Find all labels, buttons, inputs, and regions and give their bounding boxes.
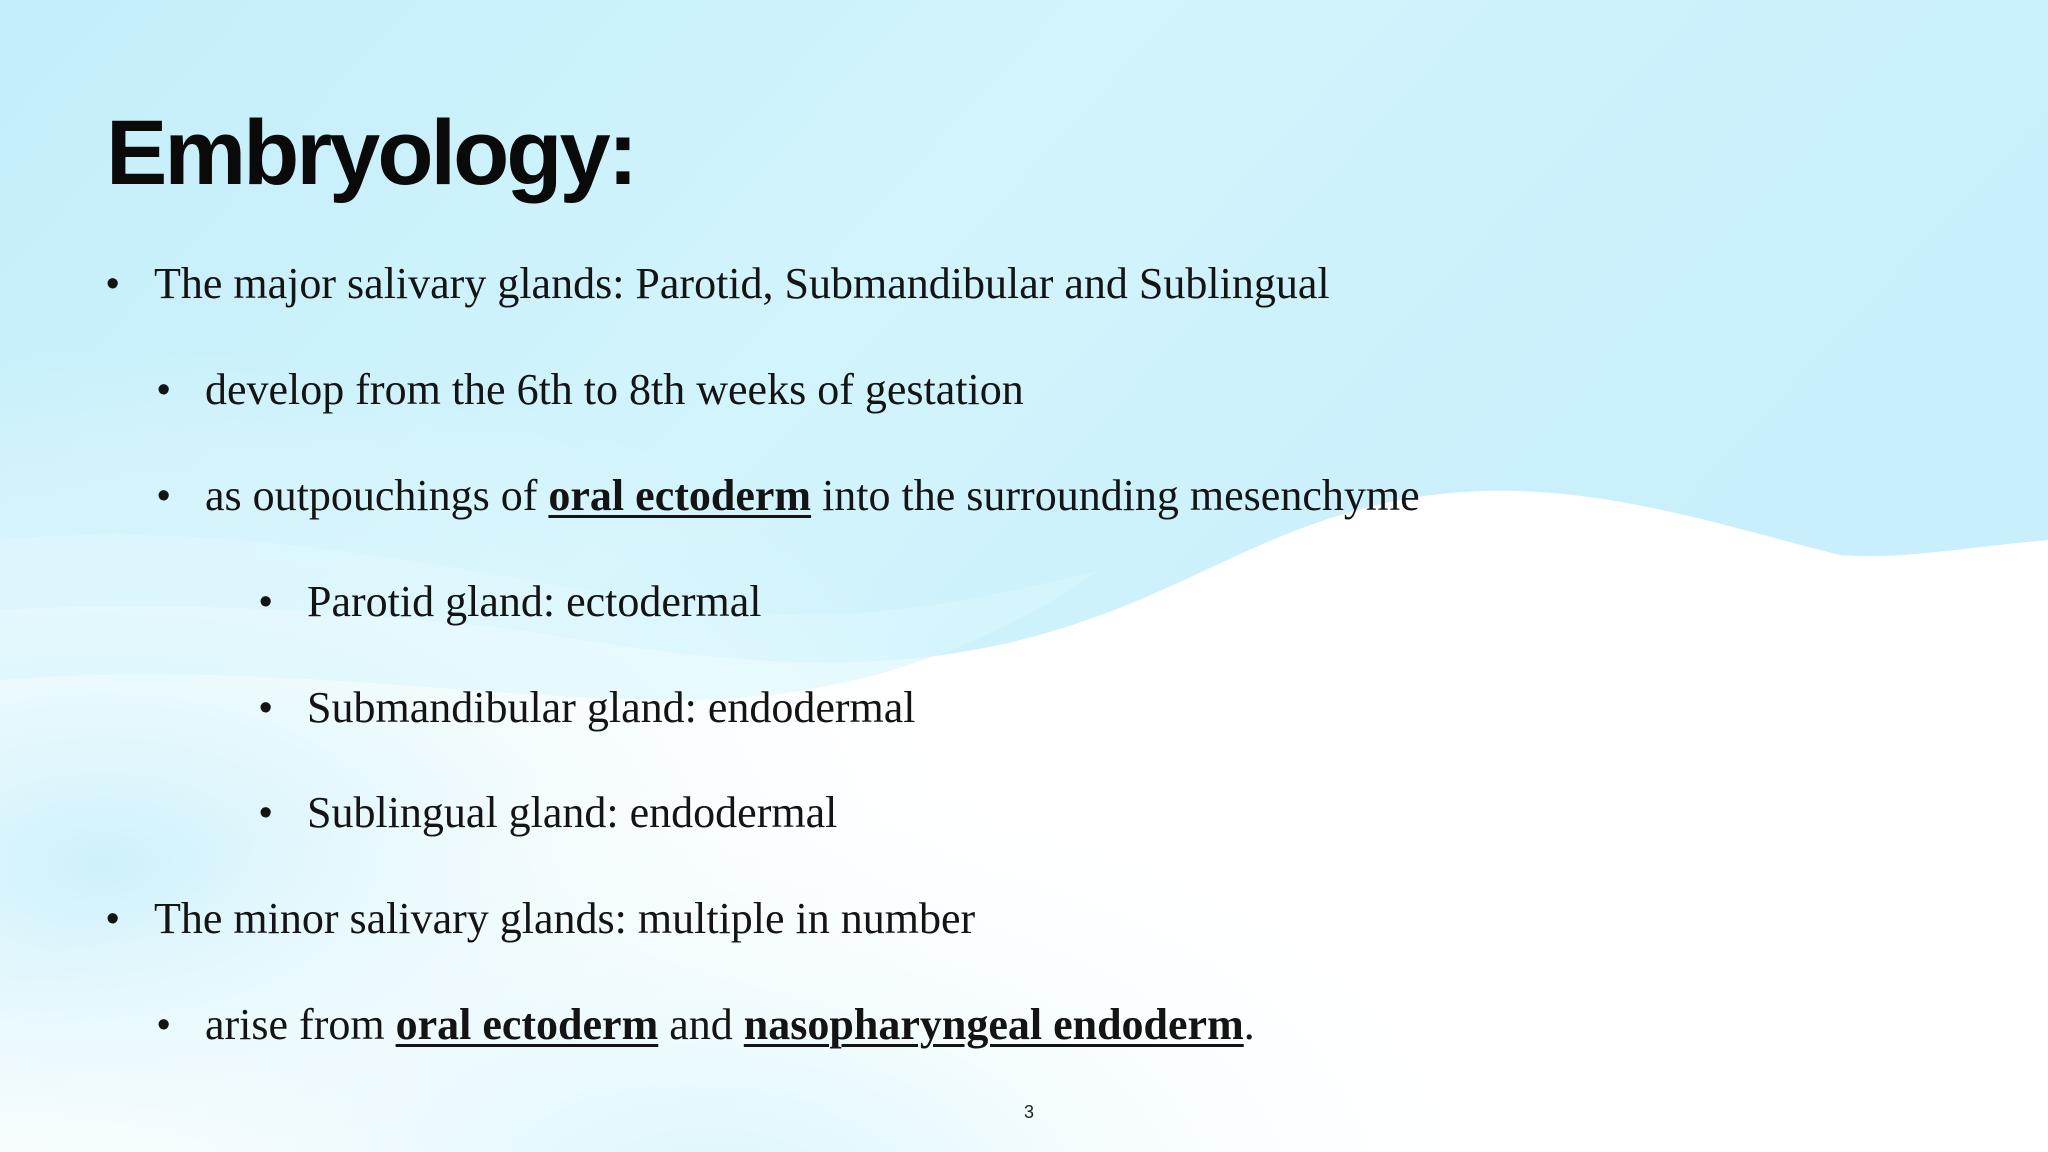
bullet-major-glands bbox=[154, 258, 1330, 310]
bullet-marker: • bbox=[106, 263, 120, 305]
bullet-text: into the surrounding mesenchyme bbox=[811, 471, 1420, 520]
page-number: 3 bbox=[1023, 1102, 1034, 1122]
bullet-marker: • bbox=[259, 792, 273, 834]
bullet-marker: • bbox=[157, 475, 171, 517]
bullet-text: develop from the 6th to 8th weeks of gestation bbox=[205, 365, 1024, 414]
bullet-develop-weeks bbox=[205, 364, 1024, 416]
bullet-marker: • bbox=[157, 369, 171, 411]
bullet-text: . bbox=[1243, 1000, 1255, 1049]
bullet-outpouchings bbox=[205, 470, 1420, 522]
bullet-marker: • bbox=[157, 1004, 171, 1046]
bullet-text: Parotid gland: ectodermal bbox=[307, 577, 762, 626]
emphasis-oral-ectoderm: oral ectoderm bbox=[395, 1000, 659, 1049]
bullet-text: The minor salivary glands: multiple in number bbox=[154, 894, 976, 943]
bullet-submandibular bbox=[307, 682, 916, 734]
bullet-minor-glands bbox=[154, 893, 975, 945]
bullet-text: Sublingual gland: endodermal bbox=[307, 788, 838, 837]
bullet-parotid bbox=[307, 576, 762, 628]
emphasis-nasopharyngeal-endoderm: nasopharyngeal endoderm bbox=[743, 1000, 1244, 1049]
bullet-text: and bbox=[658, 1000, 744, 1049]
bullet-marker: • bbox=[106, 898, 120, 940]
bullet-sublingual bbox=[307, 787, 837, 839]
bullet-arise-from bbox=[205, 999, 1255, 1051]
emphasis-oral-ectoderm: oral ectoderm bbox=[548, 471, 812, 520]
slide-title: Embryology: bbox=[106, 102, 636, 204]
bullet-marker: • bbox=[259, 687, 273, 729]
bullet-text: arise from bbox=[205, 1000, 396, 1049]
bullet-text: Submandibular gland: endodermal bbox=[307, 683, 916, 732]
bullet-text: The major salivary glands: Parotid, Submandibular and Sublingual bbox=[154, 259, 1330, 308]
bullet-marker: • bbox=[259, 581, 273, 623]
bullet-text: as outpouchings of bbox=[205, 471, 549, 520]
